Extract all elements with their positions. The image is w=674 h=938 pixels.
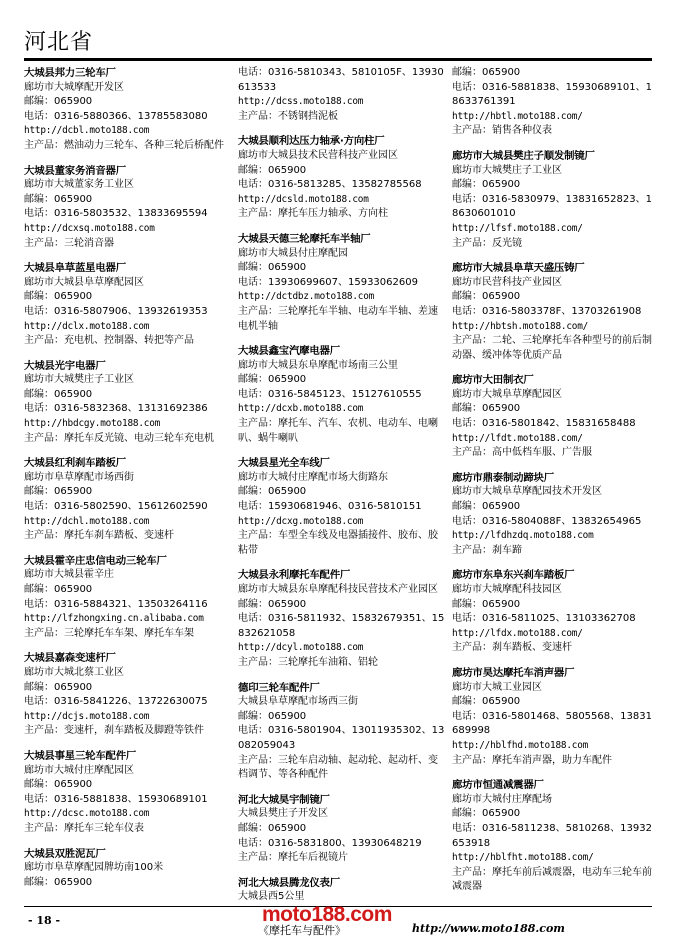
company-detail-line: 廊坊市大城付庄摩配场 bbox=[452, 793, 552, 805]
company-entry bbox=[452, 373, 657, 461]
company-detail-line: 邮编：065900 bbox=[452, 598, 521, 610]
company-detail-line: 廊坊市大城董家务工业区 bbox=[24, 179, 134, 191]
company-entry bbox=[24, 554, 231, 642]
company-detail-line: 邮编：065900 bbox=[238, 374, 307, 386]
company-website[interactable]: http://dcsc.moto188.com bbox=[24, 808, 150, 820]
company-name: 大城县鑫宝汽摩电器厂 bbox=[238, 345, 340, 358]
company-detail-line: 大城县西5公里 bbox=[238, 891, 305, 903]
company-detail-line: 廊坊市大城工业园区 bbox=[452, 681, 542, 693]
company-detail-line: 主产品：摩托车、汽车、农机、电动车、电喇叭、蜗牛喇叭 bbox=[238, 418, 438, 444]
company-detail-line: 邮编：065900 bbox=[238, 710, 307, 722]
company-detail-line: 电话：0316-5804088F、13832654965 bbox=[452, 515, 642, 527]
company-website[interactable]: http://dcxg.moto188.com bbox=[238, 515, 364, 527]
company-name: 廊坊市大田制衣厂 bbox=[452, 374, 534, 387]
company-name: 廊坊市鼎泰制动蹄块厂 bbox=[452, 471, 554, 484]
company-detail-line: 电话：0316-5881838、15930689101、18633761391 bbox=[452, 81, 652, 108]
company-entry bbox=[238, 232, 446, 334]
company-entry bbox=[24, 66, 231, 154]
company-detail-line: 主产品：燃油动力三轮车、各种三轮后桥配件 bbox=[24, 139, 224, 151]
company-detail-line: 邮编：065900 bbox=[24, 193, 93, 205]
company-website[interactable]: http://hbtsh.moto188.com/ bbox=[452, 320, 589, 332]
company-detail-line: 电话：0316-5807906、13932619353 bbox=[24, 305, 208, 317]
company-entry bbox=[24, 261, 231, 349]
company-website[interactable]: http://hblfht.moto188.com/ bbox=[452, 852, 594, 864]
company-detail-line: 邮编：065900 bbox=[24, 96, 93, 108]
company-detail-line: 主产品：摩托车消声器，助力车配件 bbox=[452, 754, 612, 766]
company-detail-line: 主产品：刹车蹄 bbox=[452, 544, 522, 556]
company-detail-line: 电话：0316-5802590、15612602590 bbox=[24, 501, 208, 513]
company-detail-line: 电话：0316-5881838、15930689101 bbox=[24, 793, 208, 805]
company-entry bbox=[238, 793, 446, 866]
company-website[interactable]: http://dcjs.moto188.com bbox=[24, 710, 150, 722]
company-detail-line: 邮编：065900 bbox=[24, 388, 93, 400]
company-detail-line: 邮编：065900 bbox=[24, 681, 93, 693]
directory-column-2 bbox=[238, 66, 446, 915]
company-detail-line: 主产品：刹车踏板、变速杆 bbox=[452, 642, 572, 654]
company-name: 大城县永利摩托车配件厂 bbox=[238, 569, 351, 582]
company-detail-line: 大城县樊庄子开发区 bbox=[238, 808, 328, 820]
company-detail-line: 主产品：摩托车后视镜片 bbox=[238, 852, 348, 864]
company-detail-line: 邮编：065900 bbox=[238, 822, 307, 834]
company-name: 德印三轮车配件厂 bbox=[238, 681, 320, 694]
company-detail-line: 电话：0316-5810343、5810105F、13930613533 bbox=[238, 67, 444, 93]
company-detail-line: 电话：0316-5831800、13930648219 bbox=[238, 837, 422, 849]
company-name: 大城县事星三轮车配件厂 bbox=[24, 749, 137, 762]
company-detail-line: 邮编：065900 bbox=[238, 164, 307, 176]
company-name: 大城县阜草蓝星电器厂 bbox=[24, 262, 126, 275]
company-detail-line: 邮编：065900 bbox=[452, 291, 521, 303]
company-detail-line: 主产品：反光镜 bbox=[452, 237, 522, 249]
company-name: 大城县邦力三轮车厂 bbox=[24, 67, 116, 79]
company-detail-line: 廊坊市大城付庄摩配园区 bbox=[24, 764, 134, 776]
company-entry bbox=[452, 568, 657, 656]
footer-magazine-name: 《摩托车与配件》 bbox=[258, 924, 346, 937]
company-detail-line: 廊坊市大城阜草摩配园区 bbox=[452, 388, 562, 400]
company-detail-line: 廊坊市大城北蔡工业区 bbox=[24, 666, 124, 678]
company-detail-line: 邮编：065900 bbox=[24, 291, 93, 303]
company-detail-line: 大城县阜草摩配市场西三街 bbox=[238, 696, 358, 708]
company-detail-line: 主产品：三轮车启动轴、起动轮、起动杆、变档调节、等各种配件 bbox=[238, 754, 438, 781]
company-entry bbox=[452, 66, 657, 139]
company-website[interactable]: http://lfdhzdq.moto188.com bbox=[452, 530, 594, 542]
company-website[interactable]: http://lfzhongxing.cn.alibaba.com bbox=[24, 613, 204, 625]
company-detail-line: 邮编：065900 bbox=[238, 486, 307, 498]
directory-column-3 bbox=[452, 66, 657, 905]
directory-column-1 bbox=[24, 66, 231, 900]
company-website[interactable]: http://dcsld.moto188.com bbox=[238, 193, 369, 205]
header-divider bbox=[24, 58, 652, 61]
company-detail-line: 主产品：销售各种仪表 bbox=[452, 125, 552, 137]
company-website[interactable]: http://dcyl.moto188.com bbox=[238, 642, 364, 654]
company-detail-line: 廊坊市阜草摩配园牌坊南100米 bbox=[24, 862, 164, 874]
company-detail-line: 电话：0316-5884321、13503264116 bbox=[24, 598, 208, 610]
footer-brand-logo: moto188.com bbox=[262, 903, 392, 926]
company-detail-line: 廊坊市大城樊庄子工业区 bbox=[452, 164, 562, 176]
company-entry bbox=[238, 344, 446, 446]
company-detail-line: 主产品：不锈钢挡泥板 bbox=[238, 110, 338, 122]
company-detail-line: 主产品：摩托车前后减震器，电动车三轮车前减震器 bbox=[452, 866, 652, 893]
company-detail-line: 廊坊市大城阜草摩配园技术开发区 bbox=[452, 486, 602, 498]
company-detail-line: 电话：0316-5832368、13131692386 bbox=[24, 403, 208, 415]
company-detail-line: 廊坊市民营科技产业园区 bbox=[452, 276, 562, 288]
company-entry bbox=[24, 456, 231, 544]
company-detail-line: 主产品：二轮、三轮摩托车各种型号的前后制动器、缓冲体等优质产品 bbox=[452, 335, 652, 361]
company-detail-line: 邮编：065900 bbox=[452, 179, 521, 191]
company-name: 大城县星光全车线厂 bbox=[238, 457, 330, 470]
company-detail-line: 廊坊市大城县技术民营科技产业园区 bbox=[238, 149, 398, 161]
company-website[interactable]: http://lfsf.moto188.com/ bbox=[452, 222, 583, 234]
company-entry bbox=[452, 471, 657, 559]
company-detail-line: 电话：0316-5845123、15127610555 bbox=[238, 388, 422, 400]
company-name: 河北大城县腾龙仪表厂 bbox=[238, 876, 340, 889]
company-entry bbox=[24, 359, 231, 447]
company-detail-line: 电话：0316-5813285、13582785568 bbox=[238, 179, 422, 191]
company-detail-line: 主产品：三轮摩托车半轴、电动车半轴、差速电机半轴 bbox=[238, 305, 438, 332]
company-detail-line: 主产品：高中低档车服、广告服 bbox=[452, 447, 592, 459]
company-website[interactable]: http://dclx.moto188.com bbox=[24, 320, 150, 332]
company-name: 河北大城昊宇制镜厂 bbox=[238, 793, 330, 806]
company-detail-line: 电话：0316-5811025、13103362708 bbox=[452, 613, 636, 625]
company-name: 大城县红利刹车踏板厂 bbox=[24, 457, 126, 470]
company-detail-line: 邮编：065900 bbox=[24, 486, 93, 498]
company-name: 廊坊市昊达摩托车消声器厂 bbox=[452, 666, 575, 679]
company-detail-line: 廊坊市大城县霍辛庄 bbox=[24, 569, 114, 581]
company-detail-line: 邮编：065900 bbox=[452, 808, 521, 820]
company-detail-line: 电话：0316-5830979、13831652823、18630601010 bbox=[452, 193, 652, 220]
section-title: 河北省 bbox=[24, 30, 94, 55]
company-detail-line: 邮编：065900 bbox=[24, 779, 93, 791]
company-detail-line: 主产品：摩托车压力轴承、方向柱 bbox=[238, 208, 388, 220]
company-detail-line: 廊坊市大城樊庄子工业区 bbox=[24, 374, 134, 386]
company-name: 廊坊市大城县樊庄子顺发制镜厂 bbox=[452, 149, 595, 162]
company-name: 大城县双胜泥瓦厂 bbox=[24, 847, 106, 860]
company-website[interactable]: http://dcxb.moto188.com bbox=[238, 403, 364, 415]
page-number: - 18 - bbox=[28, 914, 61, 927]
company-detail-line: 电话：0316-5841226、13722630075 bbox=[24, 696, 208, 708]
company-detail-line: 邮编：065900 bbox=[452, 696, 521, 708]
company-detail-line: 主产品：三轮摩托车车架、摩托车车架 bbox=[24, 627, 194, 639]
company-website[interactable]: http://dcbl.moto188.com bbox=[24, 125, 150, 137]
company-entry bbox=[238, 876, 446, 905]
company-detail-line: 电话：0316-5801468、5805568、13831689998 bbox=[452, 710, 652, 737]
company-detail-line: 电话：0316-5811238、5810268、13932653918 bbox=[452, 822, 652, 849]
company-detail-line: 主产品：车型全车线及电器插接件、胶布、胶粘带 bbox=[238, 530, 438, 556]
company-detail-line: 电话：0316-5803532、13833695594 bbox=[24, 208, 208, 220]
company-website[interactable]: http://lfdt.moto188.com/ bbox=[452, 432, 583, 444]
company-name: 廊坊市恒通减震器厂 bbox=[452, 779, 544, 792]
company-entry bbox=[24, 164, 231, 252]
company-detail-line: 主产品：摩托车三轮车仪表 bbox=[24, 822, 144, 834]
company-detail-line: 廊坊市大城县东阜摩配市场南三公里 bbox=[238, 359, 398, 371]
company-entry bbox=[452, 778, 657, 895]
company-detail-line: 电话：0316-5801904、13011935302、13082059043 bbox=[238, 725, 445, 751]
company-detail-line: 廊坊市大城摩配科技园区 bbox=[452, 584, 562, 595]
company-detail-line: 主产品：摩托车反光镜、电动三轮车充电机 bbox=[24, 432, 214, 444]
company-website[interactable]: http://dcxsq.moto188.com bbox=[24, 222, 155, 234]
company-detail-line: 廊坊市大城摩配开发区 bbox=[24, 81, 124, 93]
footer-url: http://www.moto188.com bbox=[412, 922, 565, 935]
company-entry bbox=[24, 847, 231, 891]
company-website[interactable]: http://lfdx.moto188.com/ bbox=[452, 627, 583, 639]
company-detail-line: 主产品：三轮摩托车油箱、铝轮 bbox=[238, 656, 378, 668]
company-detail-line: 电话：13930699607、15933062609 bbox=[238, 276, 418, 288]
company-name: 大城县顺利达压力轴承·方向柱厂 bbox=[238, 135, 385, 148]
company-entry bbox=[452, 261, 657, 363]
company-website[interactable]: http://hbtl.moto188.com/ bbox=[452, 110, 583, 122]
company-detail-line: 电话：0316-5803378F、13703261908 bbox=[452, 305, 642, 317]
company-name: 大城县嘉森变速杆厂 bbox=[24, 652, 116, 665]
company-entry bbox=[238, 681, 446, 783]
company-name: 廊坊市大城县阜草天盛压铸厂 bbox=[452, 262, 585, 275]
company-entry bbox=[24, 749, 231, 837]
company-detail-line: 邮编：065900 bbox=[24, 876, 93, 888]
company-detail-line: 廊坊市大城县付庄摩配园 bbox=[238, 247, 348, 259]
company-entry bbox=[238, 456, 446, 558]
company-name: 廊坊市东阜东兴刹车踏板厂 bbox=[452, 569, 575, 582]
company-website[interactable]: http://hbdcgy.moto188.com bbox=[24, 418, 161, 430]
company-entry bbox=[238, 568, 446, 670]
company-detail-line: 邮编：065900 bbox=[452, 403, 521, 415]
company-detail-line: 廊坊市大城付庄摩配市场大街路东 bbox=[238, 471, 388, 483]
company-website[interactable]: http://dcss.moto188.com bbox=[238, 96, 364, 108]
company-detail-line: 电话：0316-5880366、13785583080 bbox=[24, 110, 208, 122]
company-website[interactable]: http://dctdbz.moto188.com bbox=[238, 291, 375, 303]
company-name: 大城县董家务消音器厂 bbox=[24, 164, 126, 177]
company-detail-line: 电话：15930681946、0316-5810151 bbox=[238, 501, 422, 513]
company-name: 大城县天德三轮摩托车半轴厂 bbox=[238, 232, 371, 245]
company-website[interactable]: http://dchl.moto188.com bbox=[24, 515, 150, 527]
company-detail-line: 邮编：065900 bbox=[238, 262, 307, 274]
company-detail-line: 主产品：充电机、控制器、转把等产品 bbox=[24, 335, 194, 347]
company-name: 大城县霍辛庄忠信电动三轮车厂 bbox=[24, 554, 167, 567]
company-detail-line: 邮编：065900 bbox=[452, 501, 521, 513]
company-detail-line: 邮编：065900 bbox=[452, 67, 521, 78]
company-detail-line: 邮编：065900 bbox=[24, 584, 93, 595]
company-detail-line: 电话：0316-5811932、15832679351、15832621058 bbox=[238, 613, 445, 639]
company-entry bbox=[452, 666, 657, 768]
company-detail-line: 主产品：三轮消音器 bbox=[24, 237, 114, 249]
company-entry bbox=[452, 149, 657, 251]
company-name: 大城县光宇电器厂 bbox=[24, 359, 106, 372]
company-detail-line: 主产品：摩托车刹车踏板、变速杆 bbox=[24, 530, 174, 542]
company-entry bbox=[238, 66, 446, 124]
company-detail-line: 主产品：变速杆，刹车踏板及脚蹬等铁件 bbox=[24, 725, 204, 737]
company-detail-line: 电话：0316-5801842、15831658488 bbox=[452, 418, 636, 430]
company-detail-line: 廊坊市大城县东阜摩配科技民营技术产业园区 bbox=[238, 584, 438, 595]
company-website[interactable]: http://hblfhd.moto188.com bbox=[452, 739, 589, 751]
company-detail-line: 廊坊市大城县阜草摩配园区 bbox=[24, 276, 144, 288]
company-entry bbox=[24, 651, 231, 739]
company-detail-line: 廊坊市阜草摩配市场西街 bbox=[24, 471, 134, 483]
company-detail-line: 邮编：065900 bbox=[238, 598, 307, 610]
company-entry bbox=[238, 134, 446, 222]
